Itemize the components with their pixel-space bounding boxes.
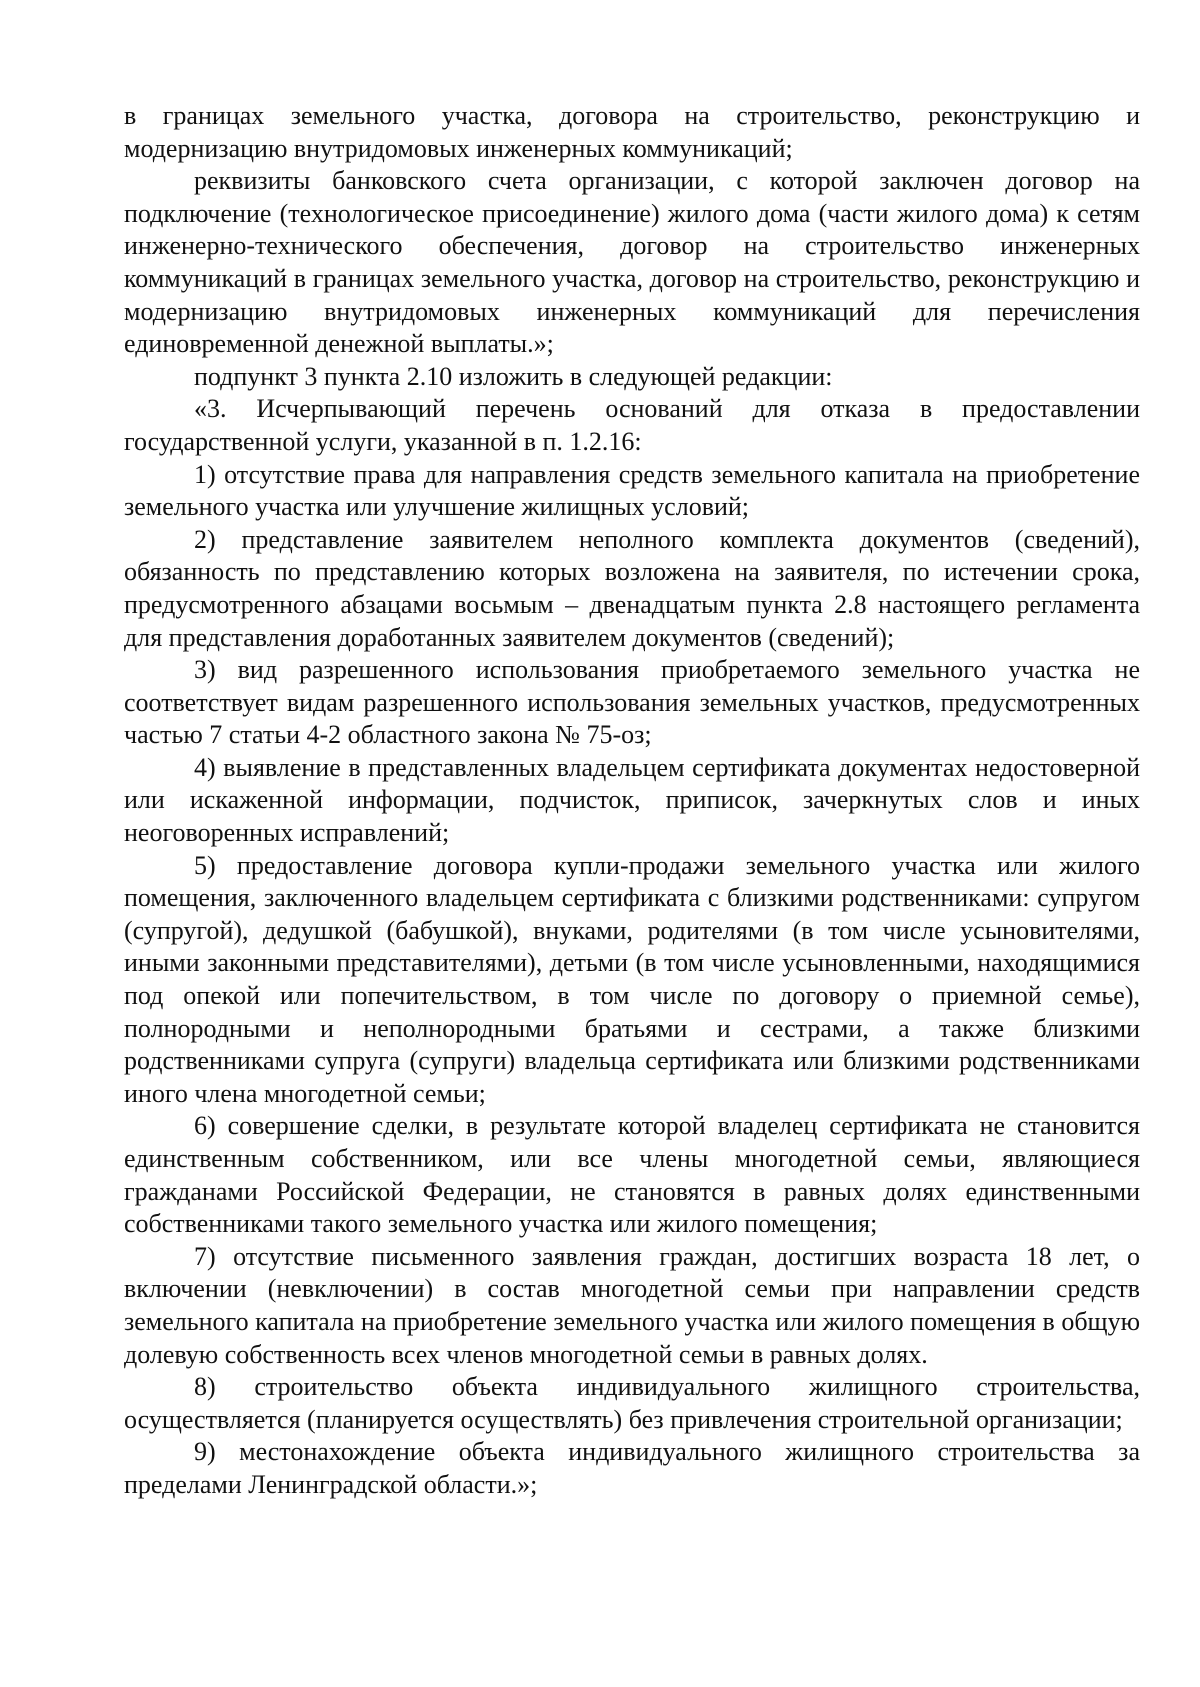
list-item-2: 2) представление заявителем неполного комплекта документов (сведений), обязанность по представлению которых возложена на заявителя, по истечении срока, предусмотренного абзацами восьмым – двенадцатым пункта 2.8 настоящего регламента для представления доработанных заявителем документов (сведений); (124, 524, 1140, 652)
document-page (124, 100, 1140, 1502)
list-item-1: 1) отсутствие права для направления средств земельного капитала на приобретение земельного участка или улучшение жилищных условий; (124, 459, 1140, 522)
list-item-5: 5) предоставление договора купли-продажи земельного участка или жилого помещения, заключенного владельцем сертификата с близкими родственниками: супругом (супругой), дедушкой (бабушкой), внуками, родителями (в том числе усыновителями, иными законными представителями), детьми (в том числе усыновленными, находящимися под опекой или попечительством, в том числе по договору о приемной семье), полнородными и неполнородными братьями и сестрами, а также близкими родственниками супруга (супруги) владельца сертификата или близкими родственниками иного члена многодетной семьи; (124, 850, 1140, 1108)
list-item-8: 8) строительство объекта индивидуального жилищного строительства, осуществляется (планируется осуществлять) без привлечения строительной организации; (124, 1372, 1140, 1434)
list-item-6: 6) совершение сделки, в результате которой владелец сертификата не становится единственным собственником, или все члены многодетной семьи, являющиеся гражданами Российской Федерации, не становятся в равных долях единственными собственниками такого земельного участка или жилого помещения; (124, 1111, 1140, 1239)
list-item-3: 3) вид разрешенного использования приобретаемого земельного участка не соответствует видам разрешенного использования земельных участков, предусмотренных частью 7 статьи 4-2 областного закона № 75-оз; (124, 655, 1140, 750)
list-item-9: 9) местонахождение объекта индивидуального жилищного строительства за пределами Ленинградской области.»; (124, 1437, 1140, 1499)
paragraph-refusal-grounds-intro: «3. Исчерпывающий перечень оснований для отказа в предоставлении государственной услуги, указанной в п. 1.2.16: (124, 394, 1140, 456)
paragraph-continuation: в границах земельного участка, договора на строительство, реконструкцию и модернизацию внутридомовых инженерных коммуникаций; (124, 101, 1140, 163)
paragraph-bank-details: реквизиты банковского счета организации, с которой заключен договор на подключение (технологическое присоединение) жилого дома (части жилого дома) к сетям инженерно-технического обеспечения, договор на строительство инженерных коммуникаций в границах земельного участка, договор на строительство, реконструкцию и модернизацию внутридомовых инженерных коммуникаций для перечисления единовременной денежной выплаты.»; (124, 166, 1140, 359)
list-item-4: 4) выявление в представленных владельцем сертификата документах недостоверной или искаженной информации, подчисток, приписок, зачеркнутых слов и иных неоговоренных исправлений; (124, 752, 1140, 848)
paragraph-subclause-instruction: подпункт 3 пункта 2.10 изложить в следующей редакции: (194, 361, 833, 391)
list-item-7: 7) отсутствие письменного заявления граждан, достигших возраста 18 лет, о включении (невключении) в состав многодетной семьи при направлении средств земельного капитала на приобретение земельного участка или жилого помещения в общую долевую собственность всех членов многодетной семьи в равных долях. (124, 1241, 1140, 1369)
